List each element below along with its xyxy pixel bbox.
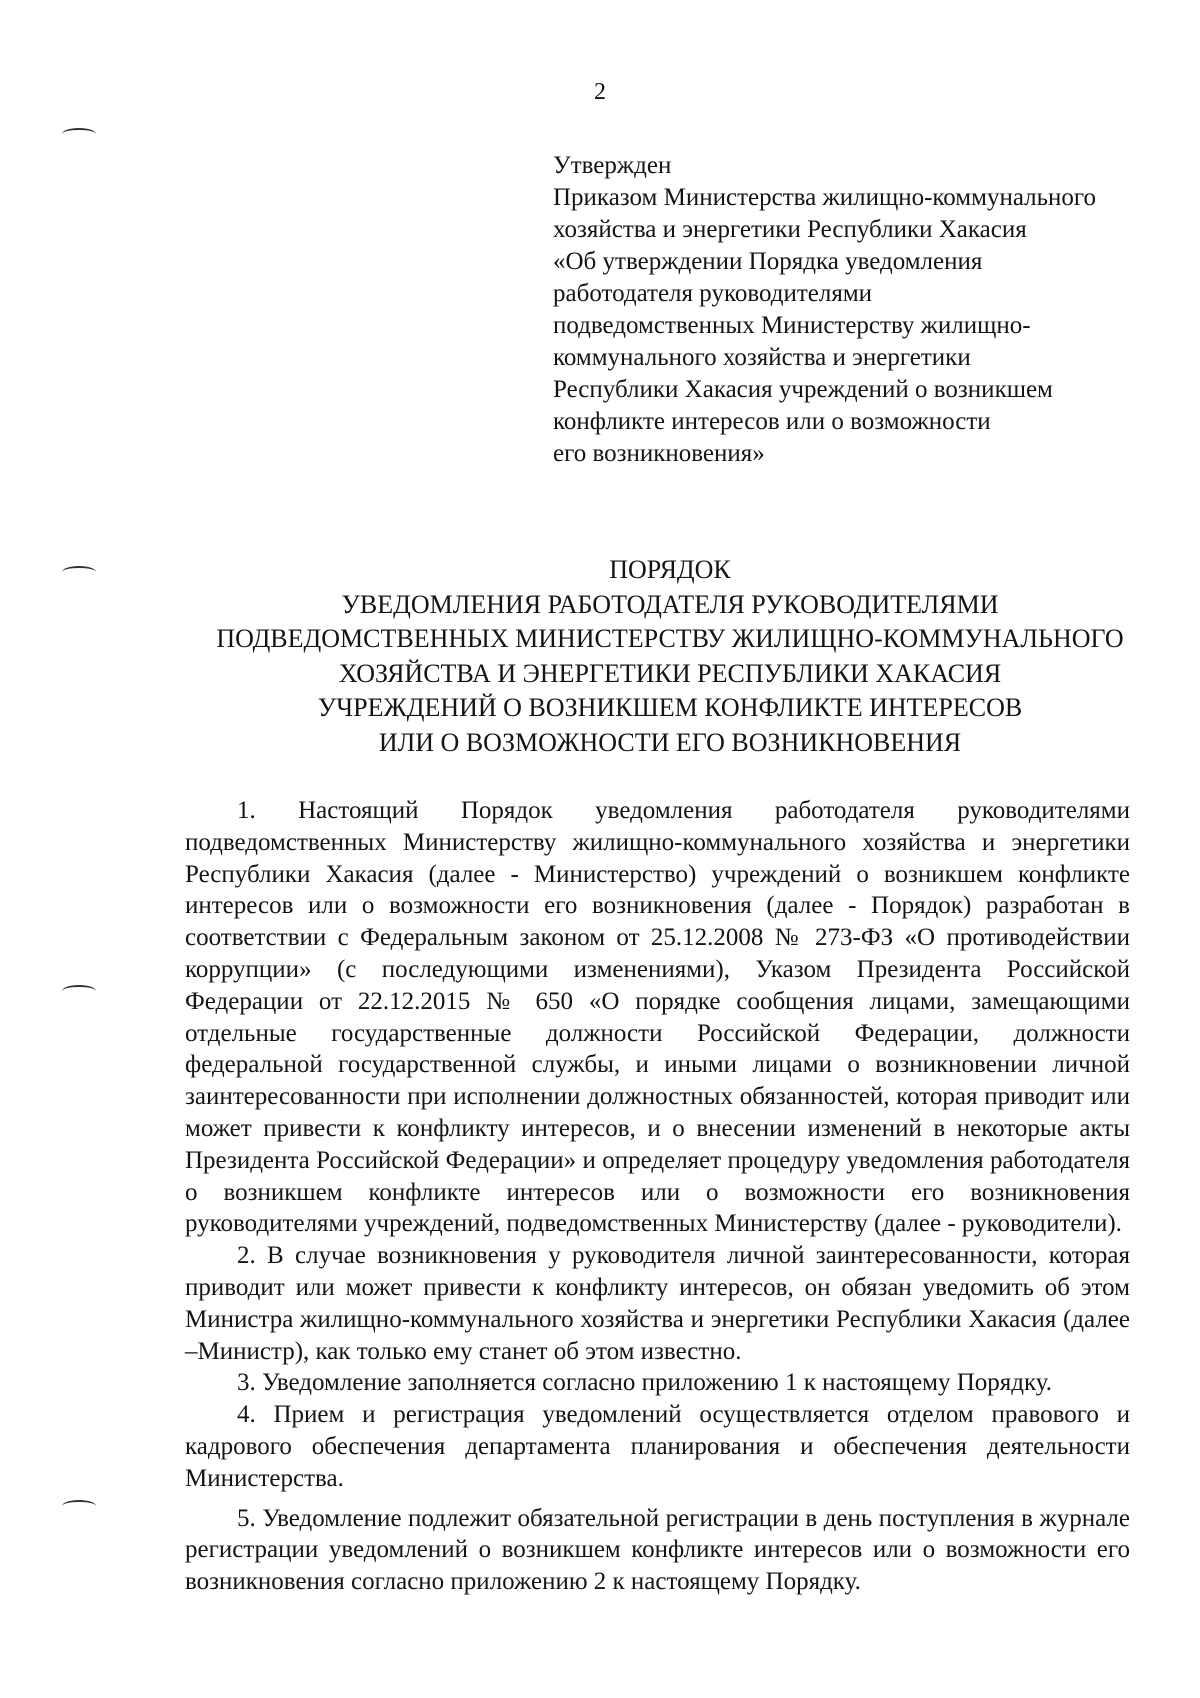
approval-line: «Об утверждении Порядка уведомления — [553, 248, 983, 275]
title-line: УЧРЕЖДЕНИЙ О ВОЗНИКШЕМ КОНФЛИКТЕ ИНТЕРЕСОВ — [317, 693, 1023, 722]
approval-line: Приказом Министерства жилищно-коммунального — [553, 184, 1097, 211]
approval-stamp-block — [553, 150, 1173, 470]
binding-hole-mark — [62, 128, 96, 140]
paragraph-5: 5. Уведомление подлежит обязательной регистрации в день поступления в журнале регистрации уведомлений о возникшем конфликте интересов или о возможности его возникновения согласно приложению 2 к настоящему Порядку. — [185, 1504, 1130, 1596]
binding-hole-mark — [62, 985, 96, 997]
approval-line: коммунального хозяйства и энергетики — [553, 344, 971, 371]
title-line: ПОРЯДОК — [609, 555, 731, 584]
title-line: ПОДВЕДОМСТВЕННЫХ МИНИСТЕРСТВУ ЖИЛИЩНО-КОММУНАЛЬНОГО — [216, 624, 1124, 653]
paragraph-2: 2. В случае возникновения у руководителя личной заинтересованности, которая приводит или может привести к конфликту интересов, он обязан уведомить об этом Министра жилищно-коммунального хозяйства и энергетики Республики Хакасия (далее –Министр), как только ему станет об этом известно. — [185, 1242, 1130, 1365]
document-body — [185, 795, 1130, 1598]
approval-line: хозяйства и энергетики Республики Хакасия — [553, 216, 1027, 243]
paragraph-1: 1. Настоящий Порядок уведомления работодателя руководителями подведомственных Министерству жилищно-коммунального хозяйства и энергетики Республики Хакасия (далее - Министерство) учреждений о возникшем конфликте интересов или о возможности его возникновения (далее - Порядок) разработан в соответствии с Федеральным законом от 25.12.2008 № 273-ФЗ «О противодействии коррупции» (с последующими изменениями), Указом Президента Российской Федерации от 22.12.2015 № 650 «О порядке сообщения лицами, замещающими отдельные государственные должности Российской Федерации, должности федеральной государственной службы, и иными лицами о возникновении личной заинтересованности при исполнении должностных обязанностей, которая приводит или может привести к конфликту интересов, и о внесении изменений в некоторые акты Президента Российской Федерации» и определяет процедуру уведомления работодателя о возникшем конфликте интересов или о возможности его возникновения руководителями учреждений, подведомственных Министерству (далее - руководители). — [185, 797, 1130, 1238]
title-line: ИЛИ О ВОЗМОЖНОСТИ ЕГО ВОЗНИКНОВЕНИЯ — [378, 727, 962, 757]
page-number: 2 — [594, 79, 606, 105]
paragraph-4: 4. Прием и регистрация уведомлений осуществляется отделом правового и кадрового обеспечения департамента планирования и обеспечения деятельности Министерства. — [185, 1401, 1130, 1492]
title-line: ХОЗЯЙСТВА И ЭНЕРГЕТИКИ РЕСПУБЛИКИ ХАКАСИЯ — [338, 658, 1002, 688]
paragraph-3: 3. Уведомление заполняется согласно приложению 1 к настоящему Порядку. — [237, 1369, 1053, 1397]
binding-hole-mark — [62, 566, 96, 578]
title-line: УВЕДОМЛЕНИЯ РАБОТОДАТЕЛЯ РУКОВОДИТЕЛЯМИ — [341, 589, 999, 619]
approval-line: Республики Хакасия учреждений о возникшем — [553, 376, 1053, 403]
document-title — [160, 553, 1180, 760]
approval-line: подведомственных Министерству жилищно- — [553, 312, 1031, 339]
approval-line: Утвержден — [553, 152, 672, 179]
binding-hole-mark — [62, 1500, 96, 1512]
approval-line: его возникновения» — [553, 440, 765, 467]
approval-line: конфликте интересов или о возможности — [553, 408, 991, 435]
approval-line: работодателя руководителями — [553, 280, 873, 307]
